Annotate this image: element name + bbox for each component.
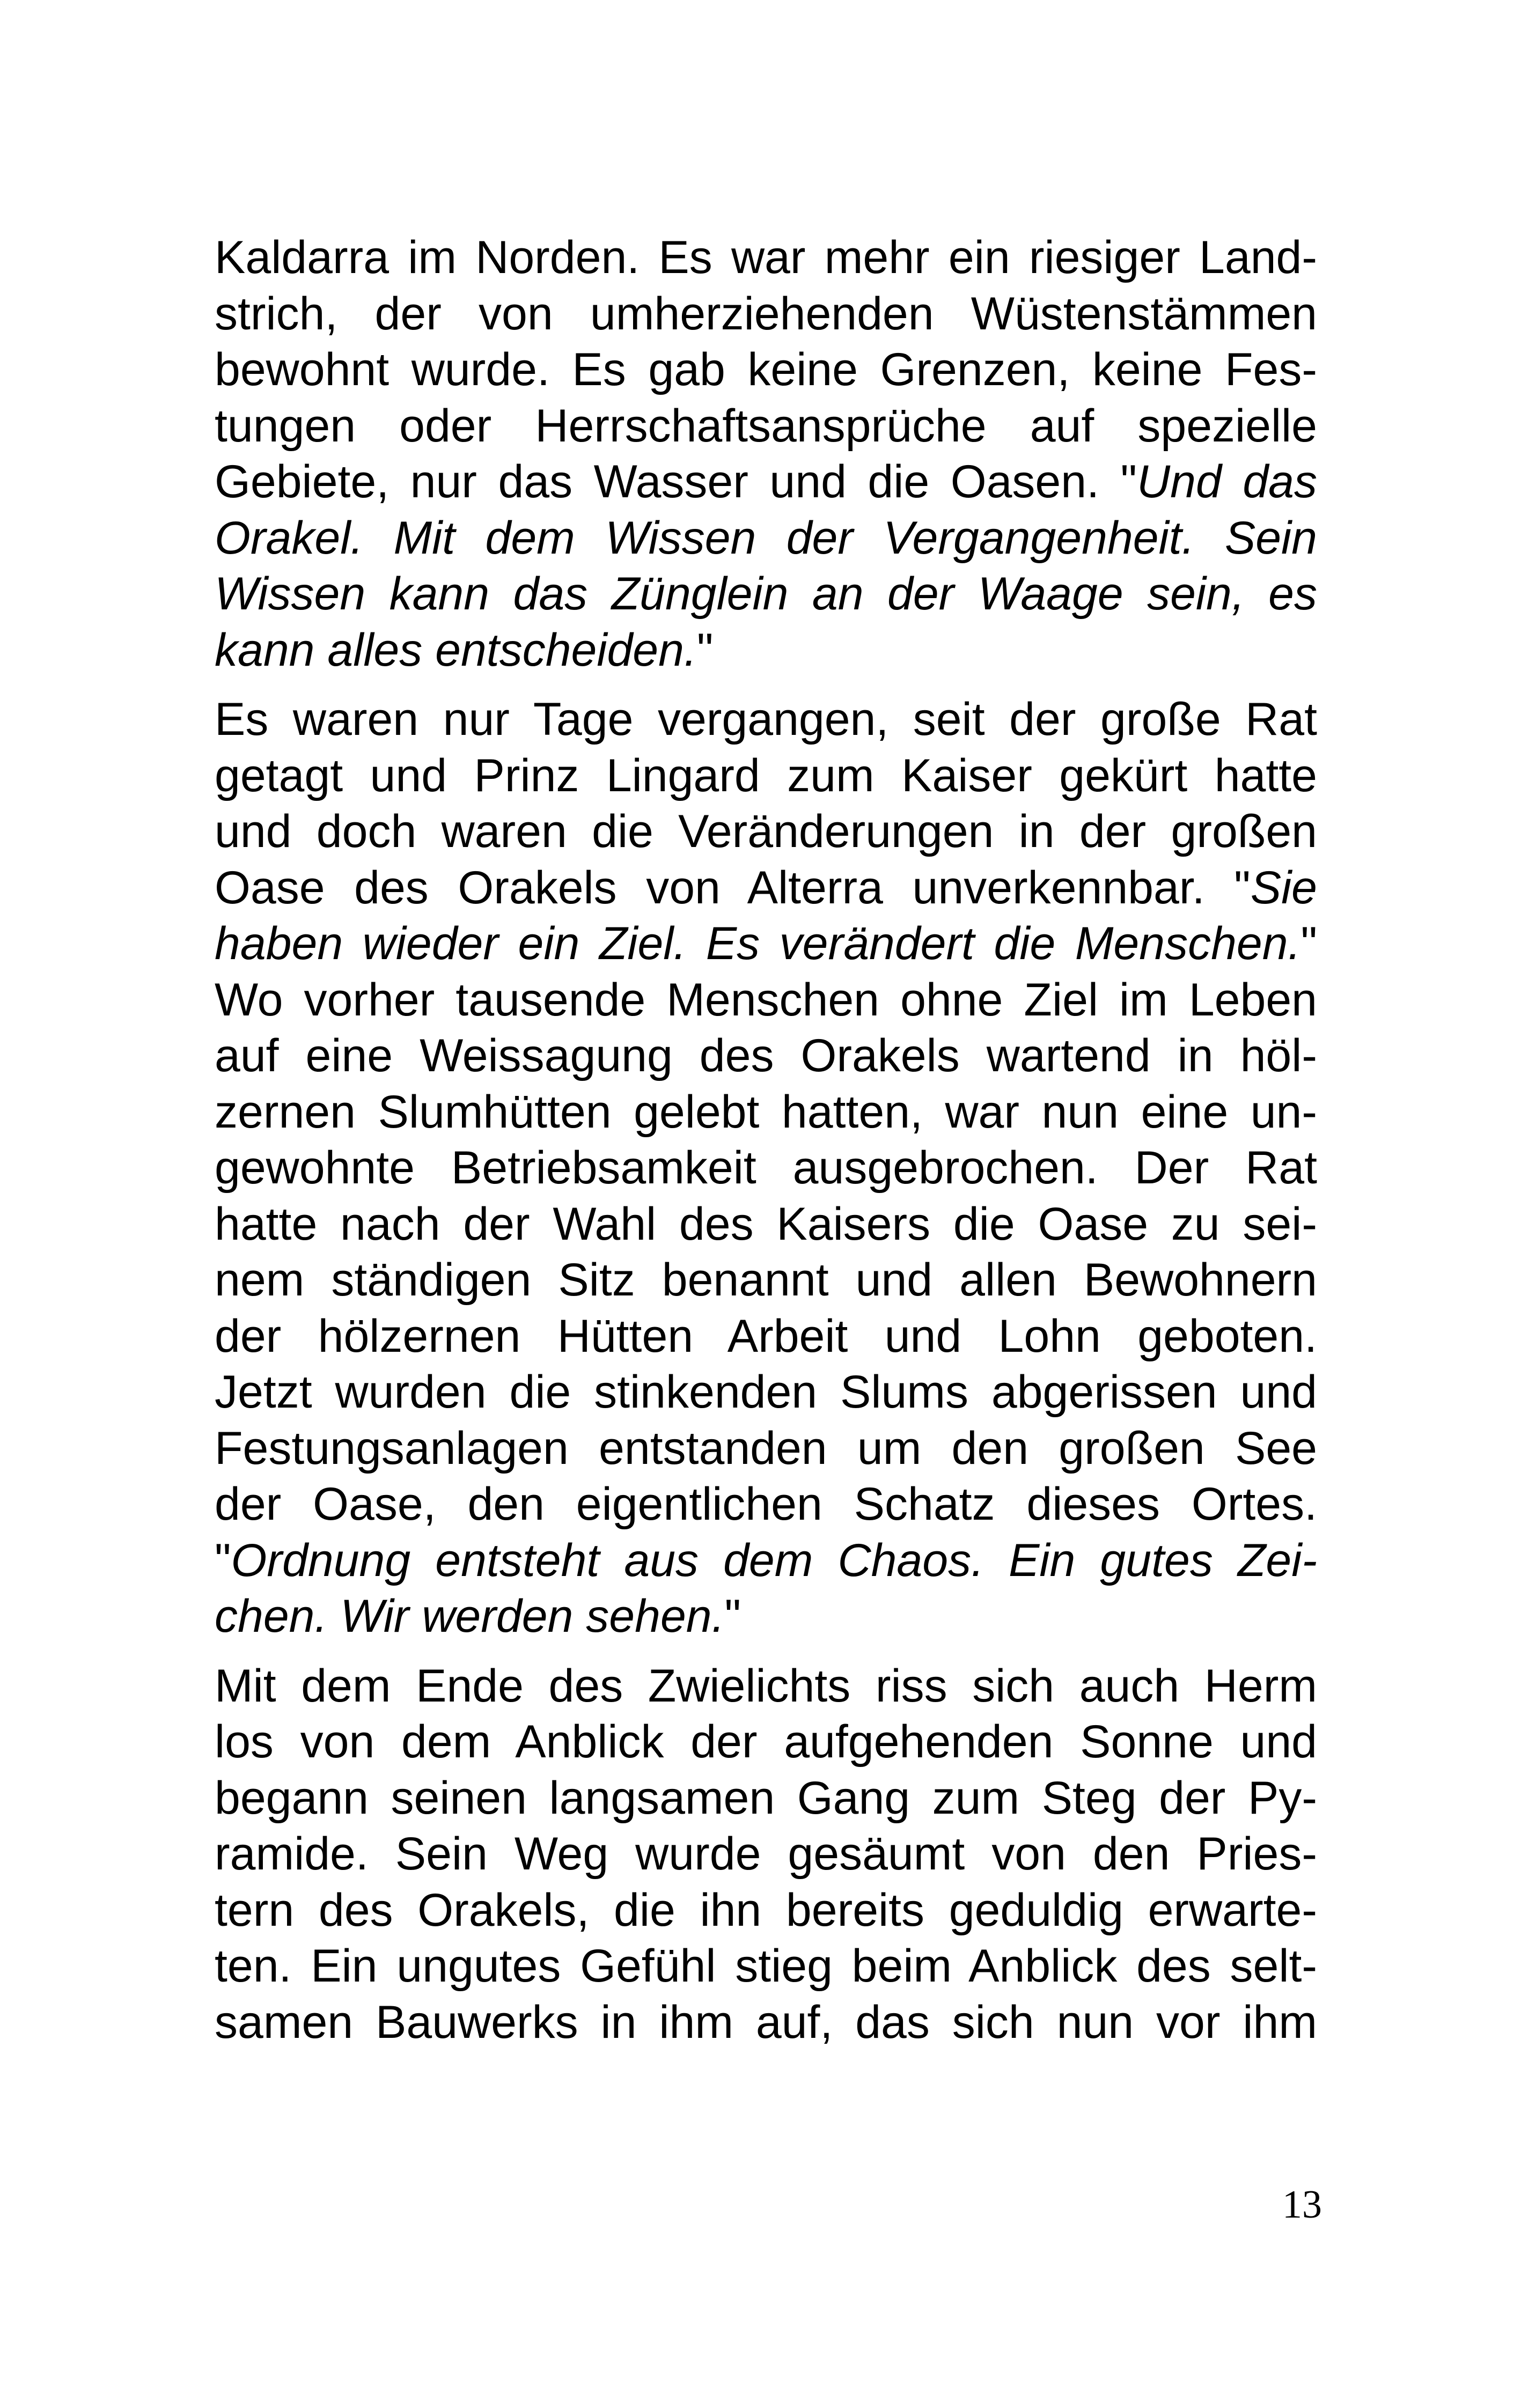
- text-run: los von dem Anblick der aufgehenden Sonne und: [215, 1716, 1317, 1768]
- italic-text: Und das: [1137, 456, 1317, 507]
- text-run: hatte nach der Wahl des Kaisers die Oase zu sei-: [215, 1198, 1317, 1250]
- text-run: ramide. Sein Weg wurde gesäumt von den Pries-: [215, 1828, 1317, 1880]
- text-line: [215, 398, 1317, 454]
- text-line: [215, 510, 1317, 566]
- text-run: begann seinen langsamen Gang zum Steg der Py-: [215, 1772, 1317, 1824]
- body-text: [215, 230, 1317, 2050]
- text-line: [215, 1882, 1317, 1939]
- text-line: [215, 1476, 1317, 1533]
- text-line: [215, 342, 1317, 398]
- page-number: 13: [1282, 2183, 1322, 2227]
- text-line: [215, 230, 1317, 286]
- italic-text: kann alles entscheiden.: [215, 624, 697, 676]
- text-line: [215, 804, 1317, 860]
- text-line: [215, 1938, 1317, 1994]
- text-run: ": [215, 1534, 231, 1586]
- text-run: und doch waren die Veränderungen in der großen: [215, 806, 1317, 857]
- italic-text: chen. Wir werden sehen.: [215, 1590, 725, 1642]
- text-run: tern des Orakels, die ihn bereits geduldig erwarte-: [215, 1884, 1317, 1936]
- text-run: Wo vorher tausende Menschen ohne Ziel im Leben: [215, 974, 1317, 1026]
- text-line: [215, 1196, 1317, 1253]
- text-line: [215, 1714, 1317, 1770]
- text-line: [215, 1364, 1317, 1420]
- text-run: ": [696, 624, 714, 676]
- text-run: Es waren nur Tage vergangen, seit der große Rat: [215, 694, 1317, 745]
- italic-text: haben wieder ein Ziel. Es verändert die Menschen.: [215, 918, 1301, 969]
- text-line: [215, 622, 1317, 679]
- text-line: [215, 1826, 1317, 1882]
- text-run: ": [1300, 918, 1317, 969]
- text-run: Festungsanlagen entstanden um den großen See: [215, 1422, 1317, 1474]
- text-line: [215, 748, 1317, 804]
- text-line: [215, 916, 1317, 972]
- text-line: [215, 1658, 1317, 1714]
- text-run: Oase des Orakels von Alterra unverkennbar. ": [215, 861, 1251, 914]
- text-run: der Oase, den eigentlichen Schatz dieses Ortes.: [215, 1478, 1317, 1530]
- text-run: tungen oder Herrschaftsansprüche auf spezielle: [215, 400, 1317, 452]
- text-run: ten. Ein ungutes Gefühl stieg beim Anblick des selt-: [215, 1940, 1317, 1992]
- italic-text: Orakel. Mit dem Wissen der Vergangenheit. Sein: [215, 512, 1317, 564]
- text-line: [215, 1533, 1317, 1589]
- text-run: Kaldarra im Norden. Es war mehr ein riesiger Land-: [215, 232, 1317, 283]
- text-line: [215, 1770, 1317, 1827]
- paragraph: [215, 1658, 1317, 2051]
- text-line: [215, 972, 1317, 1028]
- text-run: auf eine Weissagung des Orakels wartend in höl-: [215, 1030, 1317, 1081]
- text-line: [215, 566, 1317, 622]
- text-line: [215, 1028, 1317, 1084]
- text-line: [215, 1084, 1317, 1140]
- italic-text: Wissen kann das Zünglein an der Waage sein, es: [215, 568, 1317, 620]
- text-run: ": [724, 1590, 741, 1642]
- text-run: nem ständigen Sitz benannt und allen Bewohnern: [215, 1254, 1317, 1306]
- italic-text: Ordnung entsteht aus dem Chaos. Ein gutes Zei-: [231, 1534, 1317, 1586]
- text-run: Jetzt wurden die stinkenden Slums abgerissen und: [215, 1366, 1317, 1418]
- text-line: [215, 1420, 1317, 1477]
- text-run: getagt und Prinz Lingard zum Kaiser gekürt hatte: [215, 749, 1317, 801]
- text-line: [215, 1308, 1317, 1365]
- text-line: [215, 1140, 1317, 1196]
- paragraph: [215, 230, 1317, 678]
- text-run: Mit dem Ende des Zwielichts riss sich auch Herm: [215, 1660, 1317, 1712]
- italic-text: Sie: [1250, 861, 1317, 914]
- text-run: samen Bauwerks in ihm auf, das sich nun vor ihm: [215, 1996, 1317, 2048]
- text-run: Gebiete, nur das Wasser und die Oasen. ": [215, 456, 1137, 507]
- text-line: [215, 286, 1317, 342]
- text-line: [215, 454, 1317, 510]
- text-line: [215, 691, 1317, 748]
- text-line: [215, 1252, 1317, 1308]
- text-run: strich, der von umherziehenden Wüstenstämmen: [215, 288, 1317, 340]
- text-line: [215, 1588, 1317, 1645]
- text-run: der hölzernen Hütten Arbeit und Lohn geboten.: [215, 1310, 1317, 1362]
- text-run: bewohnt wurde. Es gab keine Grenzen, keine Fes-: [215, 344, 1317, 395]
- text-run: gewohnte Betriebsamkeit ausgebrochen. Der Rat: [215, 1142, 1317, 1194]
- text-line: [215, 1994, 1317, 2051]
- text-run: zernen Slumhütten gelebt hatten, war nun eine un-: [215, 1086, 1317, 1138]
- text-line: [215, 860, 1317, 916]
- paragraph: [215, 691, 1317, 1645]
